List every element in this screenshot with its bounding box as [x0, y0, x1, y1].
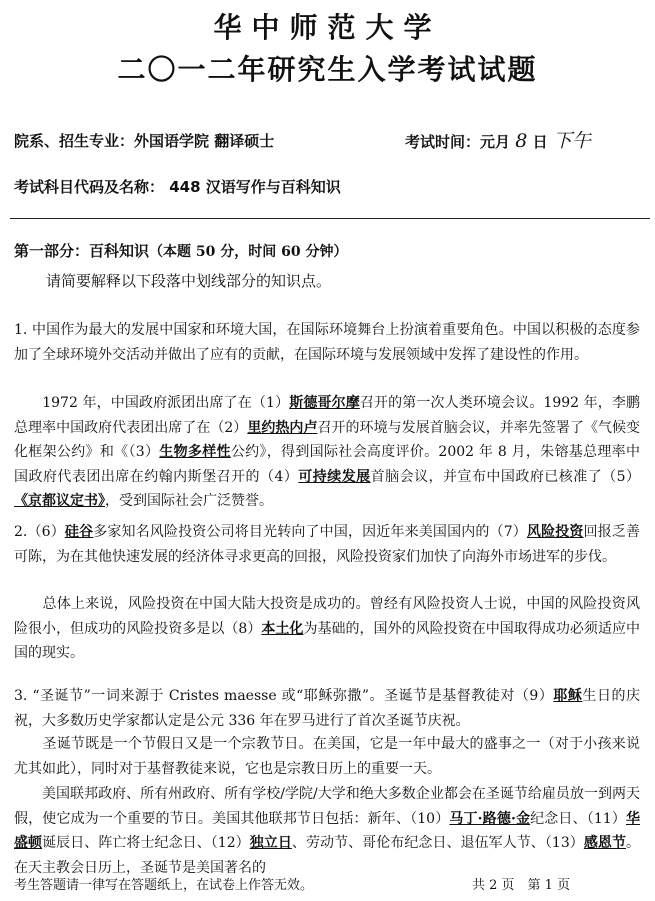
underlined-term: 耶稣 [553, 688, 583, 704]
text-segment: 召开的环境与发展首脑会议，并率先签署了《气候变化框架公约》和《（3） [14, 419, 641, 460]
part-one-heading [14, 240, 347, 261]
subject-label: 考试科目代码及名称： [14, 178, 165, 196]
text-segment: 诞辰日、阵亡将士纪念日、（12） [42, 835, 250, 851]
underlined-term: 生物多样性 [159, 444, 231, 460]
text-segment: 召开的第一次人类环境会议。1992 年，李鹏总理率中国政府代表团出席了在（2） [14, 395, 640, 436]
underlined-term: 斯德哥尔摩 [289, 395, 360, 411]
paragraph-3 [14, 520, 640, 569]
paragraph-5 [14, 684, 640, 733]
exam-time-day: 8 [515, 130, 528, 152]
text-segment: 、劳动节、哥伦布纪念日、退伍军人节、（13） [291, 835, 584, 851]
part-one-title: 第一部分：百科知识 [14, 242, 150, 260]
text-segment: 。在天主教会日历上，圣诞节是美国著名的 [14, 835, 641, 876]
text-segment: 3. “圣诞节”一词来源于 Cristes maesse 或“耶稣弥撒”。圣诞节是基督教徒对（9） [14, 688, 554, 704]
text-segment: 圣诞节既是一个节假日又是一个宗教节日。在美国，它是一年中最大的盛事之一（对于小孩来说尤其如此），同时对于基督教徒来说，它也是宗教日历上的重要一天。 [14, 736, 640, 777]
underlined-term: 《京都议定书》 [14, 493, 105, 509]
text-segment: 1972 年，中国政府派团出席了在（1） [14, 395, 290, 411]
text-segment: 纪念日、（11） [530, 810, 626, 827]
text-segment: 首脑会议，并宣布中国政府已核准了（5） [370, 468, 641, 485]
text-segment: 2.（6） [14, 524, 65, 540]
text-segment: 为基础的，国外的风险投资在中国取得成功必须适应中国的现实。 [14, 620, 641, 661]
text-segment: ，受到国际社会广泛赞誉。 [105, 493, 273, 509]
text-segment: 1. 中国作为最大的发展中国家和环境大国，在国际环境舞台上扮演着重要角色。中国以积极的态度参加了全球环境外交活动并做出了应有的贡献，在国际环境与发展领域中发挥了建设性的作用。 [14, 322, 640, 363]
text-segment: 美国联邦政府、所有州政府、所有学校/学院/大学和绝大多数企业都会在圣诞节给雇员放一到两天假，使它成为一个重要的节日。美国其他联邦节日包括：新年、（10） [14, 786, 640, 827]
underlined-term: 华盛顿 [14, 810, 640, 851]
part-one-note: （本题 50 分，时间 60 分钟） [149, 244, 348, 260]
paragraph-6 [14, 732, 640, 781]
subject-line [14, 176, 341, 197]
text-segment: 公约》，得到国际社会高度评价。2002 年 8 月，朱镕基总理率中国政府代表团出席在约翰内斯堡召开的（4） [14, 444, 640, 485]
university-name: 华中师范大学 [213, 11, 442, 44]
underlined-term: 独立日 [249, 835, 292, 851]
exam-title: 二〇一二年研究生入学考试试题 [117, 53, 538, 86]
underlined-term: 硅谷 [64, 524, 94, 540]
paragraph-4 [14, 592, 640, 666]
exam-time-half: 下午 [552, 130, 591, 152]
page-number: 共 2 页 第 1 页 [472, 878, 571, 893]
underlined-term: 感恩节 [583, 835, 627, 851]
underlined-term: 里约热内卢 [247, 419, 318, 436]
underlined-term: 风险投资 [526, 524, 584, 540]
text-segment: 总体上来说，风险投资在中国大陆大投资是成功的。曾经有风险投资人士说，中国的风险投资风险很小，但成功的风险投资多是以（8） [14, 596, 640, 637]
text-segment: 回报乏善可陈，为在其他快速发展的经济体寻求更高的回报，风险投资家们加快了向海外市场进军的步伐。 [14, 524, 641, 565]
exam-time-day-unit: 日 [532, 133, 548, 151]
paragraph-1 [14, 318, 640, 367]
footer-notice: 考生答题请一律写在答题纸上，在试卷上作答无效。 [14, 878, 314, 893]
paragraph-7 [14, 782, 640, 880]
department-major: 院系、招生专业：外国语学院 翻译硕士 [14, 132, 275, 150]
underlined-term: 本土化 [261, 620, 304, 637]
text-segment: 生日的庆祝，大多数历史学家都认定是公元 336 年在罗马进行了首次圣诞节庆祝。 [14, 688, 641, 729]
exam-time-label: 考试时间：元月 [405, 133, 511, 151]
divider-line [10, 218, 650, 219]
part-one-instruction: 请简要解释以下段落中划线部分的知识点。 [46, 272, 332, 290]
underlined-term: 可持续发展 [298, 468, 371, 485]
exam-time [405, 126, 591, 153]
underlined-term: 马丁·路德·金 [449, 810, 531, 827]
subject-value: 448 汉语写作与百科知识 [169, 178, 341, 196]
text-segment: 多家知名风险投资公司将目光转向了中国，因近年来美国国内的（7） [93, 524, 527, 540]
paragraph-2 [14, 391, 640, 514]
